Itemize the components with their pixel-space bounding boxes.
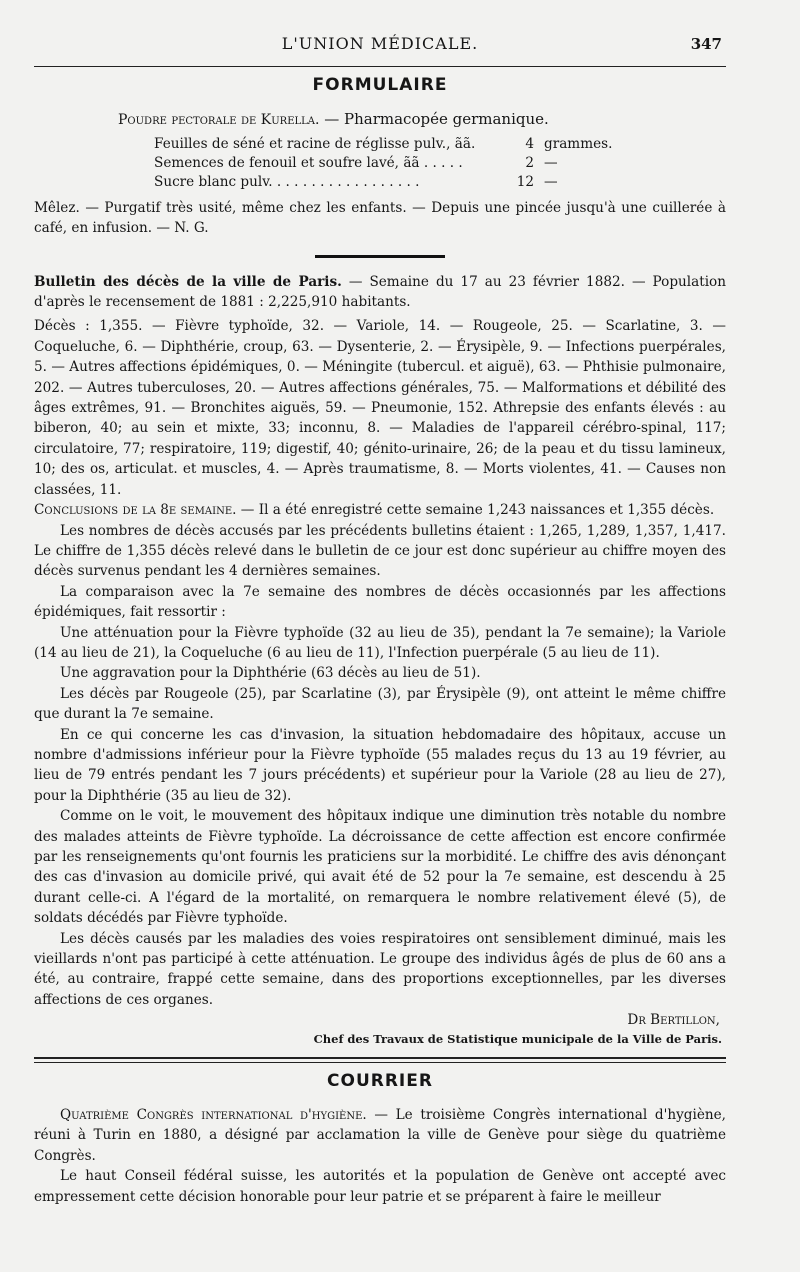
page-number: 347 (690, 35, 722, 53)
ingredient-list (154, 135, 624, 192)
ingredient-name: Feuilles de séné et racine de réglisse pulv., ãã. (154, 135, 476, 152)
bulletin-paragraph: Les décès causés par les maladies des voies respiratoires ont sensiblement diminué, mais les vieillards n'ont pas participé à cette atténuation. Le groupe des individus âgés de plus de 60 ans a été, au contraire, frappé cette semaine, dans des proportions exceptionnelles, par les diverses affections de ces organes. (34, 930, 726, 1008)
conclusions-label: Conclusions de la 8e semaine. (34, 502, 237, 519)
conclusions-text: — Il a été enregistré cette semaine 1,243 naissances et 1,355 décès. (236, 502, 715, 519)
bulletin-paragraph: Comme on le voit, le mouvement des hôpitaux indique une diminution très notable du nombre des malades atteints de Fièvre typhoïde. La décroissance de cette affection est encore confirmée par les renseignements qu'ont fournis les praticiens sur la morbidité. Le chiffre des avis dénonçant des cas d'invasion au domicile privé, qui avait été de 52 pour la 7e semaine, est descendu à 25 durant celle-ci. A l'égard de la mortalité, on remarquera le nombre relativement élevé (5), de soldats décédés par Fièvre typhoïde. (34, 808, 726, 927)
ingredient-name: Semences de fenouil et soufre lavé, ãã . . . . . (154, 154, 463, 171)
ingredient-row (154, 173, 624, 192)
ingredient-row (154, 154, 624, 173)
recipe-instructions: Mêlez. — Purgatif très usité, même chez les enfants. — Depuis une pincée jusqu'à une cuillerée à café, en infusion. — N. G. (34, 199, 726, 237)
running-head (34, 34, 726, 58)
ingredient-row (154, 135, 624, 154)
ingredient-name: Sucre blanc pulv. . . . . . . . . . . . . . . . . . (154, 173, 420, 190)
bulletin-paragraph: Les nombres de décès accusés par les précédents bulletins étaient : 1,265, 1,289, 1,357, 1,417. Le chiffre de 1,355 décès relevé dans le bulletin de ce jour est donc supérieur au chiffre moyen des décès survenus pendant les 4 dernières semaines. (34, 522, 726, 580)
section-divider-double (34, 1057, 726, 1063)
ingredient-qty: 2 (525, 154, 534, 171)
conclusions-paragraph (34, 500, 726, 520)
bulletin-title: Bulletin des décès de la ville de Paris. (34, 273, 342, 290)
ingredient-unit: grammes. (544, 135, 613, 152)
section-divider (315, 255, 445, 258)
bulletin-intro (34, 272, 726, 313)
courrier-paragraph: Le haut Conseil fédéral suisse, les autorités et la population de Genève ont accepté avec empressement cette décision honorable pour leur patrie et se préparent à faire le meilleur (34, 1168, 726, 1205)
bulletin-paragraph: Une atténuation pour la Fièvre typhoïde (32 au lieu de 35), pendant la 7e semaine); la Variole (14 au lieu de 21), la Coqueluche (6 au lieu de 11), l'Infection puerpérale (5 au lieu de 11). (34, 624, 726, 661)
courrier-paragraph (34, 1105, 726, 1166)
ingredient-unit: — (544, 154, 558, 171)
bulletin-paragraph: Une aggravation pour la Diphthérie (63 décès au lieu de 51). (60, 665, 481, 682)
ingredient-unit: — (544, 173, 558, 190)
formulaire-heading: FORMULAIRE (312, 75, 448, 95)
recipe-name: Poudre pectorale de Kurella. (118, 112, 320, 129)
signature-title: Chef des Travaux de Statistique municipale de la Ville de Paris. (313, 1031, 722, 1046)
bulletin-title-rest: — Semaine du 17 au 23 février 1882. — Population d'après le recensement de 1881 : 2,225,910 habitants. (34, 273, 726, 311)
ingredient-qty: 12 (516, 173, 534, 190)
courrier-text: — Le troisième Congrès international d'hygiène, réuni à Turin en 1880, a désigné par acclamation la ville de Genève pour siège du quatrième Congrès. (34, 1107, 726, 1164)
recipe-heading (34, 109, 726, 130)
deces-paragraph: Décès : 1,355. — Fièvre typhoïde, 32. — Variole, 14. — Rougeole, 25. — Scarlatine, 3. — Coqueluche, 6. — Diphthérie, croup, 63. — Dysenterie, 2. — Érysipèle, 9. — Infections puerpérales, 5. — Autres affections épidémiques, 0. — Méningite (tubercul. et aiguë), 63. — Phthisie pulmonaire, 202. — Autres tuberculoses, 20. — Autres affections générales, 75. — Malformations et débilité des âges extrêmes, 91. — Bronchites aiguës, 59. — Pneumonie, 152. Athrepsie des enfants élevés : au biberon, 40; au sein et mixte, 33; inconnu, 8. — Maladies de l'appareil cérébro-spinal, 117; circulatoire, 77; respiratoire, 119; digestif, 40; génito-urinaire, 26; de la peau et du tissu lamineux, 10; des os, articulat. et muscles, 4. — Après traumatisme, 8. — Morts violentes, 41. — Causes non classées, 11. (34, 318, 726, 498)
courrier-heading: COURRIER (327, 1070, 433, 1091)
bulletin-paragraph: En ce qui concerne les cas d'invasion, la situation hebdomadaire des hôpitaux, accuse un nombre d'admissions inférieur pour la Fièvre typhoïde (55 malades reçus du 13 au 19 février, au lieu de 79 entrés pendant les 7 jours précédents) et supérieur pour la Variole (28 au lieu de 27), pour la Diphthérie (35 au lieu de 32). (34, 726, 726, 804)
recipe-source: — Pharmacopée germanique. (319, 110, 549, 129)
ingredient-qty: 4 (525, 135, 534, 152)
signature: Dr Bertillon, (627, 1012, 720, 1029)
journal-title: L'UNION MÉDICALE. (281, 34, 479, 53)
bulletin-paragraph: La comparaison avec la 7e semaine des nombres de décès occasionnés par les affections épidémiques, fait ressortir : (34, 583, 726, 621)
bulletin-paragraph: Les décès par Rougeole (25), par Scarlatine (3), par Érysipèle (9), ont atteint le même chiffre que durant la 7e semaine. (34, 685, 726, 723)
courrier-label: Quatrième Congrès international d'hygiène. (60, 1107, 367, 1124)
header-rule (34, 66, 726, 67)
